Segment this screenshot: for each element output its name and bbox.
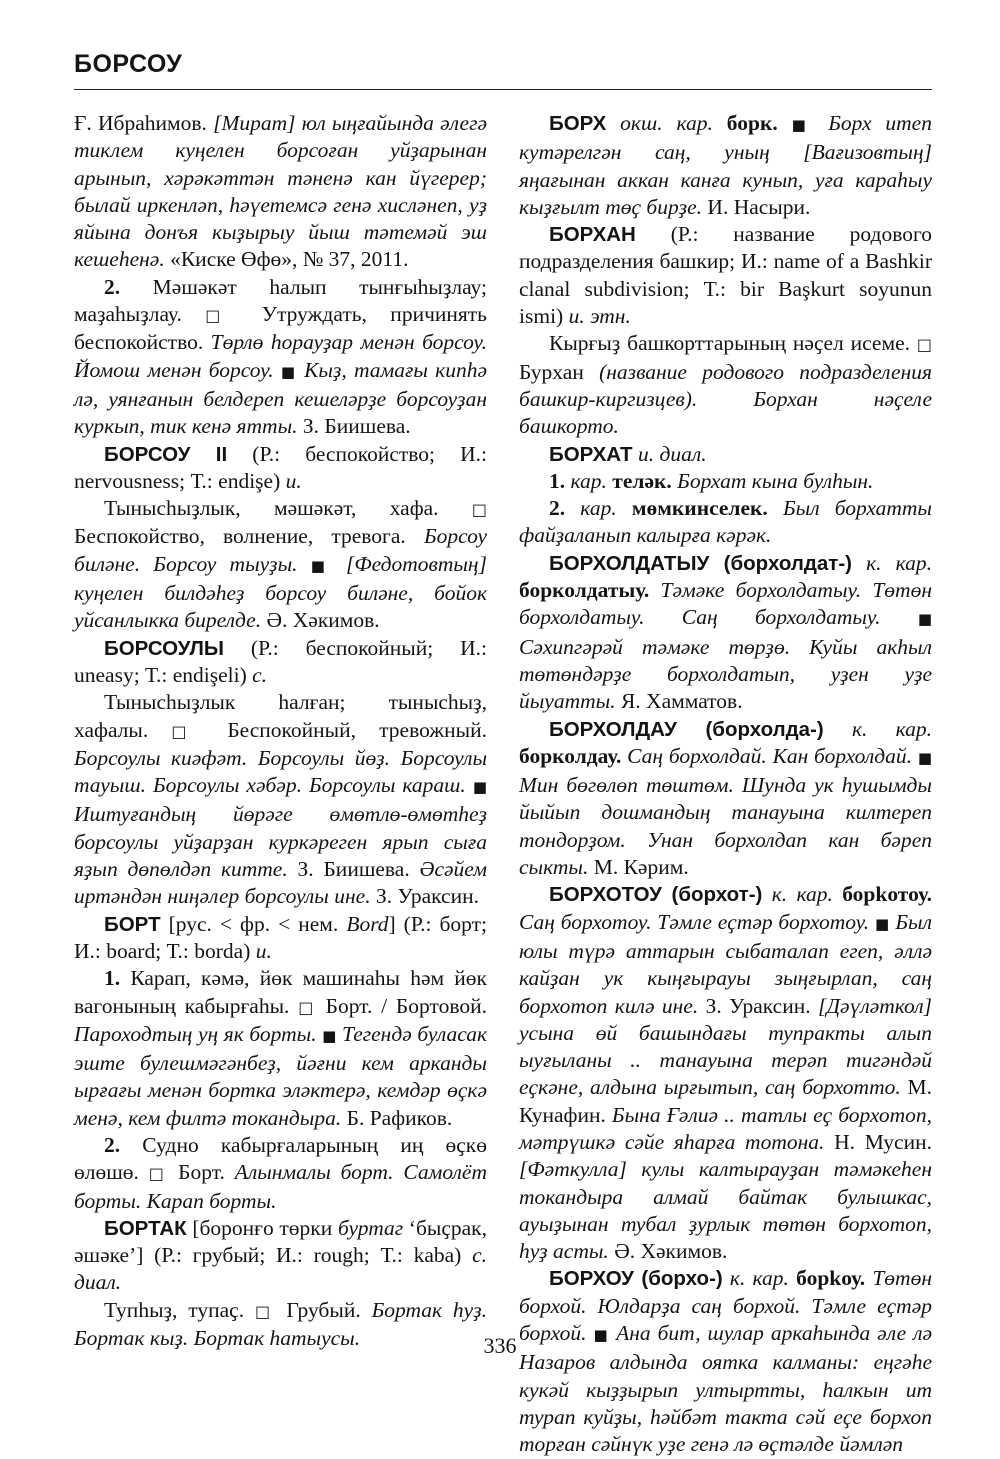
cross-reference-label: к. кар. xyxy=(851,550,932,575)
citation: Кыҙ, тамағы кипһә лә, уянғанын белдереп кешеләрҙе борсоуҙан куркып, тик кенә ятты. xyxy=(74,357,487,439)
citation: [Федотовтың] куңелен билдәһеҙ борсоу биләне, бойок уйсанлыкка бирелде. xyxy=(74,551,487,633)
source: Б. Рафиков. xyxy=(341,1105,453,1130)
headword: БОРХАТ xyxy=(549,442,633,466)
part-of-speech: и. этн. xyxy=(568,304,631,329)
headword: БОРСОУЛЫ xyxy=(104,636,224,660)
entry-borhat xyxy=(519,441,932,468)
translation-marker: □ xyxy=(916,335,932,355)
etymology: [боронғо төрки xyxy=(186,1215,338,1240)
sense-2 xyxy=(519,495,932,550)
entry-borholdatyu xyxy=(519,550,932,716)
citation-marker: ■ xyxy=(791,116,815,134)
cross-reference: теләк. xyxy=(612,468,672,493)
citation: Сәхипгәрәй тәмәке төрҙө. Куйы акһыл төтөндәрҙе борхолдатып, уҙен уҙе йыуатты. xyxy=(519,634,932,714)
example: Борсоу биләне. Борсоу тыуҙы. xyxy=(74,524,487,576)
example: Пароходтың уң як борты. xyxy=(74,1021,323,1046)
translation: Грубый. xyxy=(275,1297,372,1322)
citation: Иштуғандың йөрәге өмөтлө-өмөтһеҙ борсоулы уйҙарҙан куркәреген ярып сыға яҙып дөпөлдәп китте. xyxy=(74,802,487,882)
entry-body xyxy=(74,689,487,910)
entry-borh xyxy=(519,110,932,221)
translation-marker: □ xyxy=(254,1301,276,1321)
etymology: [рус. < фр. < нем. xyxy=(160,911,347,936)
source: Я. Хамматов. xyxy=(615,689,743,714)
example: Борсоулы киәфәт. Борсоулы йөҙ. Борсоулы тауыш. Борсоулы хәбәр. Борсоулы караш. xyxy=(74,745,487,798)
sense-number: 2. xyxy=(104,274,121,299)
part-of-speech: с. диал. xyxy=(74,1243,487,1295)
source: З. Биишева. xyxy=(297,414,411,439)
translation: Борт. / Бортовой. xyxy=(316,993,487,1018)
definition: Кырғыҙ башкорттарының нәҫел исеме. xyxy=(549,331,917,356)
citation-marker: ■ xyxy=(310,556,333,575)
citation: Борх итеп кутәрелгән саң, уның [Вағизовтың] яңағынан аккан канға кунып, уға караһыу кыҙғылт төҫ бирҙе. xyxy=(519,111,932,219)
part-of-speech: и. xyxy=(285,468,302,493)
sense-number: 2. xyxy=(104,1132,121,1157)
source: Ә. Хәкимов. xyxy=(261,608,380,633)
headword: БОРХОУ (борхо-) xyxy=(549,1267,723,1291)
source: З. Ураксин. xyxy=(370,884,479,909)
header-rule xyxy=(74,89,932,90)
equivalents: (Р.: беспокойный; И.: uneasy; Т.: endişeli) xyxy=(74,635,487,687)
text: Ғ. Ибраһимов. xyxy=(74,111,214,135)
example: (название родового подразделения башкир-киргизцев). Борхан нәҫеле башкорто. xyxy=(519,359,933,439)
cross-reference: борkоу. xyxy=(796,1266,866,1291)
equivalents: ‘быҫрак, әшәке’] (Р.: грубый; И.: rough; Т.: kaba) xyxy=(74,1215,487,1268)
headword: БОРХАН xyxy=(549,223,636,247)
sense-1 xyxy=(74,965,487,1132)
sense-number: 1. xyxy=(104,966,121,991)
headword: БОРХОТОУ (борхот-) xyxy=(549,883,763,907)
sense-number: 2. xyxy=(549,496,566,521)
source: Ә. Хәкимов. xyxy=(608,1239,728,1264)
example: Алынмалы борт. Самолёт борты. Карап борты. xyxy=(74,1160,488,1213)
example: Бортак һуҙ. Бортак кыҙ. Бортак һатыусы. xyxy=(74,1297,487,1351)
headword: БОРХОЛДАТЫУ (борхолдат-) xyxy=(549,551,852,575)
entry-body xyxy=(519,330,932,440)
translation: Беспокойный, тревожный. xyxy=(204,717,487,742)
translation: Беспокойство, волнение, тревога. xyxy=(74,524,424,549)
translation: Утруждать, причинять беспокойство. xyxy=(74,302,487,355)
citation: Тегендә буласак эште булешмәгәнбеҙ, йәғни кем арканды ырғағы менән бортка эләктерә, кемдәр өҫкә менә, кем филтә токандыра. xyxy=(74,1021,487,1130)
right-column xyxy=(519,110,932,1459)
citation-marker: ■ xyxy=(593,1326,610,1345)
headword: БОРХ xyxy=(549,112,607,135)
citation: Ана бит, шулар аркаһында әле лә Назаров алдында оятка калманы: еңгәһе кукәй кыҙҙырып ултыртты, һалкын ит турап куйҙы, һәйбәт такта сәй еҫе борхоп торған сәйнүк уҙе генә лә өҫтәлде йәмләп xyxy=(519,1321,933,1457)
citation: [Дәүләткол] усына өй башындағы тупракты алып ыуғыланы .. танауына терәп тигәндәй еҫкәне, алдына ырғытып, саң борхотто. xyxy=(519,993,932,1100)
example: Тәмәке борхолдатыу. Төтөн борхолдатыу. Саң борхолдатыу. xyxy=(519,578,932,630)
cross-reference: борколдау. xyxy=(519,743,622,768)
citation: Мин бөгөлөп төштөм. Шунда ук һушымды йыйып дошмандың танауына килтереп тондорҙом. Унан борхолдап кан бәреп сыкты. xyxy=(519,773,932,880)
headword: БОРТАК xyxy=(104,1216,187,1240)
source: И. Насыри. xyxy=(702,194,811,219)
citation-marker: ■ xyxy=(472,778,487,797)
cross-reference-label: к. кар. xyxy=(823,716,932,741)
entry-bort xyxy=(74,911,487,966)
etymon: Bord xyxy=(346,911,389,936)
entry-body xyxy=(74,495,487,634)
cross-reference-label: окш. кар. xyxy=(606,111,727,135)
definition: Судно кабырғаларының иң өҫкө өлөшө. xyxy=(74,1132,487,1185)
translation-marker: □ xyxy=(205,306,239,326)
sense-2 xyxy=(74,1132,487,1215)
cross-reference: борк. xyxy=(726,111,778,135)
entry-borsou-2 xyxy=(74,441,487,496)
entry-borhan xyxy=(519,221,932,330)
citation-marker: ■ xyxy=(917,748,932,767)
source: «Киске Өфө», № 37, 2011. xyxy=(164,247,409,272)
definition: Карап, кәмә, йөк машинаһы һәм йөк вагонының кабырғаһы. xyxy=(74,966,487,1018)
translation-marker: □ xyxy=(471,500,487,520)
entry-borsouly xyxy=(74,635,487,690)
entry-borholdau xyxy=(519,716,932,882)
citation-marker: ■ xyxy=(874,914,890,933)
cross-reference-label: кар. xyxy=(565,496,632,521)
example: Саң борхолдай. Кан борхолдай. xyxy=(621,743,918,768)
source: Н. Мусин. xyxy=(824,1129,932,1154)
definition: Тупһыҙ, тупаҫ. xyxy=(104,1297,255,1322)
page-number: 336 xyxy=(483,1333,517,1358)
example: Борхат кына булһын. xyxy=(671,468,874,493)
running-header: БОРСОУ xyxy=(74,50,183,78)
equivalents: (Р.: беспокойство; И.: nervousness; Т.: endişe) xyxy=(74,441,487,493)
example: Саң борхотоу. Тәмле еҫтәр борхотоу. xyxy=(519,909,875,934)
cross-reference-label: к. кар. xyxy=(762,882,843,907)
source: М. Кәрим. xyxy=(588,855,689,880)
cross-reference: борколдатыу. xyxy=(519,578,650,603)
headword: БОРХОЛДАУ (борхолда-) xyxy=(549,717,824,741)
example: Төрлө һорауҙар менән борсоу. Йомош менән борсоу. xyxy=(74,330,487,382)
sense-number: 1. xyxy=(549,468,566,493)
etymon: буртаг xyxy=(337,1215,404,1240)
citation-marker: ■ xyxy=(322,1026,337,1045)
translation: Бурхан xyxy=(519,359,600,384)
entry-borhotou xyxy=(519,881,932,1265)
part-of-speech: и. диал. xyxy=(632,441,707,466)
citation-marker: ■ xyxy=(280,362,297,381)
part-of-speech: и. xyxy=(255,938,272,963)
citation: [Фәткулла] кулы калтырауҙан тәмәкеһен токандыра алмай байтак булышкас, ауыҙынан тубал ҙурлык төтөн борхотоп, һуҙ асты. xyxy=(519,1157,932,1264)
headword: БОРСОУ II xyxy=(104,442,228,466)
citation-marker: ■ xyxy=(917,610,932,629)
citation: Был юлы түрә аттарын сыбаталап егеп, әллә кайҙан ук кыңғырауы зыңғырлап, саң борхотоп килә ине. xyxy=(519,909,932,1018)
definition: Мәшәкәт һалып тынғыһыҙлау; маҙаһыҙлау. xyxy=(74,274,487,327)
definition: Тынысһыҙлык һалған; тынысһыҙ, хафалы. xyxy=(74,690,487,742)
equivalents: (Р.: название родового подразделения башкир; И.: name of a Bashkir clanal subdivision; Т.: bir Başkurt soyunun ismi) xyxy=(519,222,932,329)
cross-reference-label: к. кар. xyxy=(722,1266,797,1291)
entry-bortak xyxy=(74,1215,487,1297)
headword: БОРТ xyxy=(104,912,161,936)
equivalents: ] (Р.: борт; И.: board; Т.: borda) xyxy=(74,911,487,963)
citation: Бына Ғәлиә .. татлы еҫ борхотоп, мәтрүшкә сәйе яһарға тотона. xyxy=(519,1102,932,1154)
entry-borhou xyxy=(519,1265,932,1458)
example: Төтөн борхой. Юлдарҙа саң борхой. Тәмле еҫтәр борхой. xyxy=(519,1266,932,1346)
source: М. Кунафин. xyxy=(519,1075,932,1127)
translation-marker: □ xyxy=(171,721,205,741)
cross-reference: борkотоу. xyxy=(842,882,932,907)
definition: Тынысһыҙлык, мәшәкәт, хафа. xyxy=(104,496,472,521)
citation: Әсәйем иртәндән ниңәлер борсоулы ине. xyxy=(74,857,488,909)
translation-marker: □ xyxy=(148,1164,169,1184)
source: З. Ураксин. xyxy=(698,993,818,1018)
part-of-speech: с. xyxy=(252,662,268,687)
source: З. Биишева. xyxy=(287,857,420,882)
entry-continuation xyxy=(74,110,487,274)
sense-2 xyxy=(74,274,487,441)
sense-1 xyxy=(519,468,932,495)
translation-marker: □ xyxy=(298,997,317,1017)
translation: Борт. xyxy=(168,1160,235,1185)
example: [Мират] юл ыңғайында әлегә тиклем куңелен борсоған уйҙарынан арынып, хәрәкәттән тәненә кан йүгерер; былай иркенләп, һәүетемсә генә хисләнеп, уҙ яйына донъя кыҙырыу йыш тәтемәй эш кешеһенә. xyxy=(74,111,488,272)
cross-reference: мөмкинселек. xyxy=(631,496,768,521)
cross-reference-label: кар. xyxy=(565,468,613,493)
example: Был борхатты файҙаланып калырға кәрәк. xyxy=(519,496,932,548)
left-column xyxy=(74,110,487,1352)
